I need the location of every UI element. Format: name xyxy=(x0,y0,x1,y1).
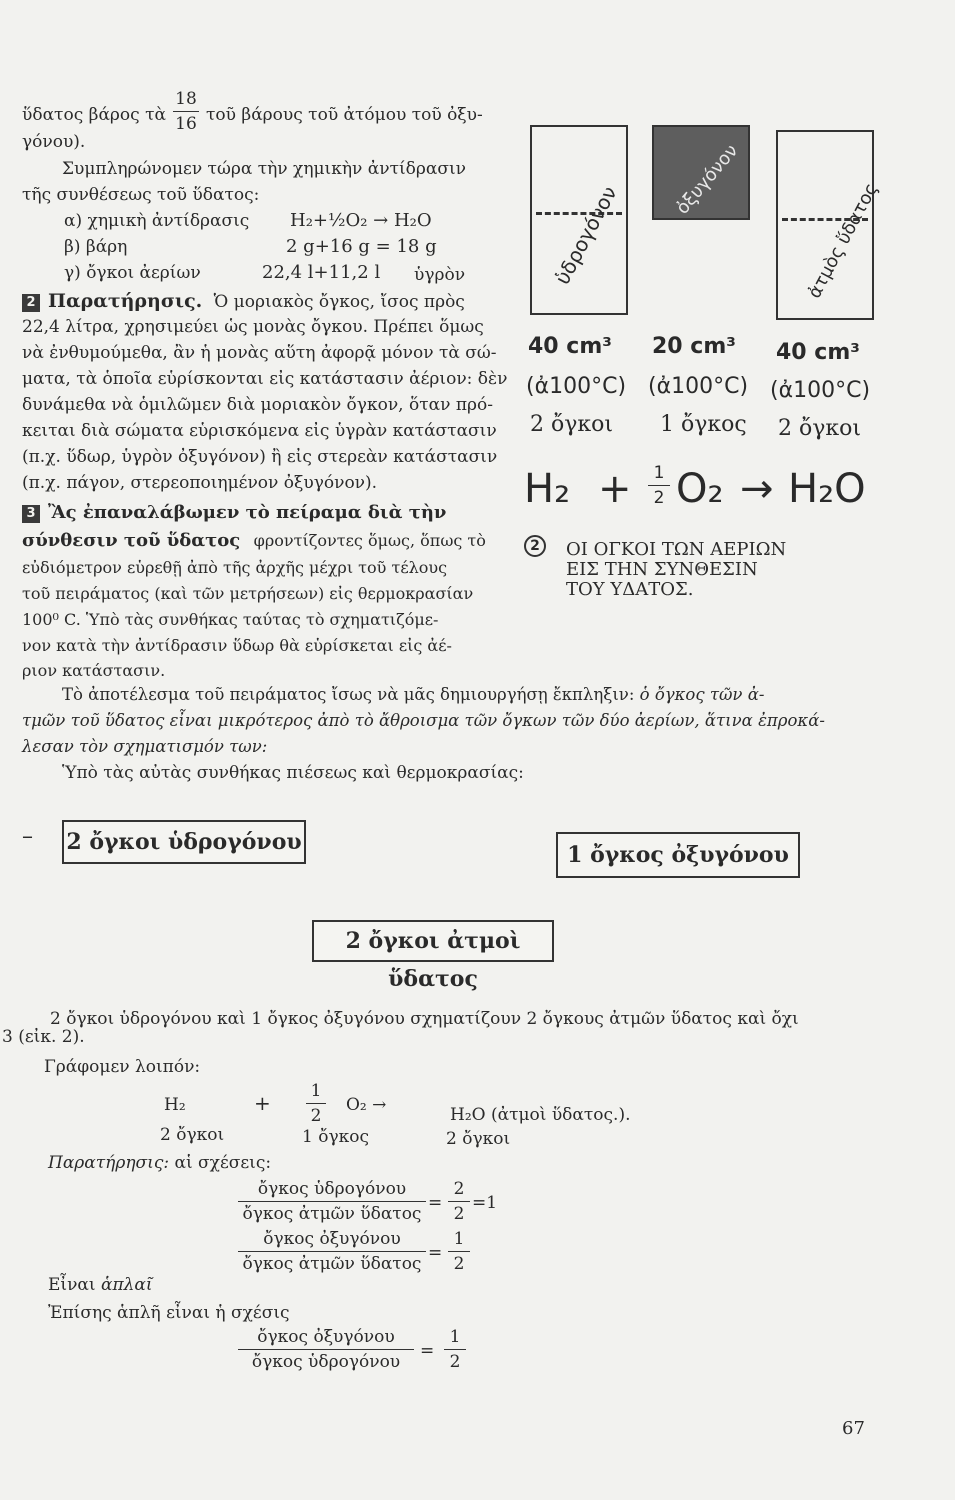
written-count-2: 1 ὄγκος xyxy=(302,1127,369,1147)
hydrogen-label: ὑδρογόνον xyxy=(550,182,622,289)
ratio-2-value xyxy=(448,1228,470,1275)
section-2-text: Ὁ μοριακὸς ὄγκος, ἴσος πρὸς xyxy=(213,292,465,312)
section-3-heading: Ἂς ἐπαναλάβωμεν τὸ πείραμα διὰ τὴν xyxy=(48,502,447,523)
simple-line xyxy=(48,1274,153,1296)
fraction-denominator: 2 xyxy=(453,1254,465,1274)
text-line: γόνου). xyxy=(22,132,86,152)
written-count-3: 2 ὄγκοι xyxy=(446,1129,511,1149)
fraction-bar xyxy=(238,1251,426,1252)
fraction-denominator: 2 xyxy=(653,488,665,508)
page-number: 67 xyxy=(842,1418,865,1439)
fraction-bar xyxy=(238,1349,414,1350)
ratio-denominator: ὄγκος ἀτμῶν ὕδατος xyxy=(242,1204,422,1224)
count-3: 2 ὄγκοι xyxy=(778,416,862,441)
ratio-denominator: ὄγκος ὑδρογόνου xyxy=(251,1352,401,1372)
fraction-bar xyxy=(444,1349,466,1350)
text-line: τοῦ βάρους τοῦ ἀτόμου τοῦ ὀξυ- xyxy=(206,105,483,125)
fraction-numerator: 18 xyxy=(175,89,197,109)
section-number-3: 3 xyxy=(22,505,40,523)
text-line: (π.χ. πάγον, στερεοποιημένον ὀξυγόνον). xyxy=(22,473,378,493)
text-span: Εἶναι xyxy=(48,1275,96,1295)
equation-o2: O₂ xyxy=(676,466,724,512)
text-line: εὐδιόμετρον εὑρεθῇ ἀπὸ τῆς ἀρχῆς μέχρι τοῦ τέλους xyxy=(22,558,448,577)
text-line: τοῦ πειράματος (καὶ τῶν μετρήσεων) εἰς θερμοκρασίαν xyxy=(22,584,474,603)
ratio-denominator: ὄγκος ἀτμῶν ὕδατος xyxy=(242,1254,422,1274)
ratio-2 xyxy=(238,1228,426,1275)
fraction-denominator: 2 xyxy=(453,1204,465,1224)
body-line-3: λεσαν τὸν σχηματισμόν των: xyxy=(22,737,268,756)
volume-equation: 22,4 l+11,2 l xyxy=(262,262,381,283)
fraction-bar xyxy=(173,111,199,112)
equals-sign: = xyxy=(420,1341,435,1361)
written-h2: H₂ xyxy=(164,1095,186,1115)
body-line-2: τμῶν τοῦ ὕδατος εἶναι μικρότερος ἀπὸ τὸ ἄθροισμα τῶν ὄγκων τῶν δύο ἀερίων, ἅτινα ἐπροκά- xyxy=(22,711,825,730)
text-line: κειται διὰ σώματα εὑρισκόμενα εἰς ὑγρὰν κατάστασιν xyxy=(22,421,497,441)
body-line-4: Ὑπὸ τὰς αὐτὰς συνθήκας πιέσεως καὶ θερμοκρασίας: xyxy=(62,763,524,783)
equals-sign: = xyxy=(428,1243,443,1263)
section-2-heading: Παρατήρησις. xyxy=(48,290,203,312)
box-hydrogen: 2 ὄγκοι ὑδρογόνου xyxy=(62,820,306,864)
ratio-3 xyxy=(238,1326,414,1373)
volume-3: 40 cm³ xyxy=(776,340,860,365)
text-line: ὕδατος βάρος τὰ xyxy=(22,105,166,125)
temp-3: (ἀ100°C) xyxy=(770,378,871,403)
text-span: αἱ σχέσεις: xyxy=(174,1153,272,1173)
fraction-numerator: 2 xyxy=(453,1179,465,1199)
written-plus: + xyxy=(254,1091,271,1115)
equation-half xyxy=(648,462,670,509)
text-line: δυνάμεθα νὰ ὁμιλῶμεν διὰ μοριακὸν ὄγκον, ὅταν πρό- xyxy=(22,395,493,415)
hydrogen-vessel xyxy=(530,125,628,315)
figure-caption-2: ΕΙΣ ΤΗΝ ΣΥΝΘΕΣΙΝ xyxy=(566,559,758,580)
equation-plus: + xyxy=(598,466,632,512)
written-h2o: H₂O (ἀτμοὶ ὕδατος.). xyxy=(450,1105,631,1125)
count-1: 2 ὄγκοι xyxy=(530,412,614,437)
reaction-label: α) χημικὴ ἀντίδρασις xyxy=(64,211,250,231)
equals-one: =1 xyxy=(472,1193,498,1213)
box-water-vapor: 2 ὄγκοι ἀτμοὶ ὕδατος xyxy=(312,920,554,962)
section-2-line xyxy=(22,290,465,313)
oxygen-vessel xyxy=(652,125,750,220)
body-line-1 xyxy=(62,684,764,706)
ratio-numerator: ὄγκος ὀξυγόνου xyxy=(263,1229,401,1249)
text-line: ριον κατάστασιν. xyxy=(22,661,166,680)
equals-sign: = xyxy=(428,1193,443,1213)
water-vapor-label: ἀτμὸς ὕδατος xyxy=(804,179,883,302)
liquid-label: ὑγρὸν xyxy=(414,265,466,285)
section-3-line-2 xyxy=(22,530,486,552)
fraction-bar xyxy=(448,1251,470,1252)
fraction-18-16 xyxy=(173,88,199,135)
body-line-7: Γράφομεν λοιπόν: xyxy=(44,1057,201,1077)
text-line: τῆς συνθέσεως τοῦ ὕδατος: xyxy=(22,185,260,205)
fraction-bar xyxy=(306,1103,326,1104)
equation-arrow: → xyxy=(740,466,774,512)
volume-label: γ) ὄγκοι ἀερίων xyxy=(64,263,201,283)
fraction-numerator: 1 xyxy=(310,1081,322,1101)
written-count-1: 2 ὄγκοι xyxy=(160,1125,225,1145)
ratio-1-value xyxy=(448,1178,470,1225)
text-line: νὰ ἐνθυμούμεθα, ἂν ἡ μονὰς αὕτη ἀφορᾷ μόνον τὰ σώ- xyxy=(22,343,497,363)
observation-line xyxy=(48,1152,271,1174)
fraction-bar xyxy=(648,485,670,486)
section-3-line xyxy=(22,502,446,524)
count-2: 1 ὄγκος xyxy=(660,412,747,437)
ratio-1 xyxy=(238,1178,426,1225)
section-number-2: 2 xyxy=(22,294,40,312)
figure-caption-1: ΟΙ ΟΓΚΟΙ ΤΩΝ ΑΕΡΙΩΝ xyxy=(566,539,787,560)
mass-equation: 2 g+16 g = 18 g xyxy=(286,236,437,257)
italic-span: ἁπλαῖ xyxy=(100,1275,153,1295)
ratio-numerator: ὄγκος ὑδρογόνου xyxy=(257,1179,407,1199)
body-line-6: 3 (εἰκ. 2). xyxy=(2,1027,85,1047)
volume-2: 20 cm³ xyxy=(652,334,736,359)
fraction-numerator: 1 xyxy=(453,1229,465,1249)
written-half xyxy=(306,1080,326,1127)
text-line: 22,4 λίτρα, χρησιμεύει ὡς μονὰς ὄγκου. Πρέπει ὅμως xyxy=(22,317,484,337)
text-line: ματα, τὰ ὁποῖα εὑρίσκονται εἰς κατάστασιν ἀέριον: δὲν xyxy=(22,369,508,389)
text-span: Τὸ ἀποτέλεσμα τοῦ πειράματος ἴσως νὰ μᾶς δημιουργήσῃ ἔκπληξιν: xyxy=(62,685,635,704)
also-line: Ἐπίσης ἁπλῆ εἶναι ἡ σχέσις xyxy=(48,1303,290,1323)
volume-1: 40 cm³ xyxy=(528,334,612,359)
section-3-heading-2: σύνθεσιν τοῦ ὕδατος xyxy=(22,530,241,551)
equation-h2: H₂ xyxy=(524,466,571,512)
fraction-denominator: 2 xyxy=(449,1352,461,1372)
ratio-numerator: ὄγκος ὀξυγόνου xyxy=(257,1327,395,1347)
temp-2: (ἀ100°C) xyxy=(648,374,749,399)
ratio-3-value xyxy=(444,1326,466,1373)
figure-number: 2 xyxy=(524,535,546,557)
fraction-bar xyxy=(238,1201,426,1202)
oxygen-label: ὀξυγόνον xyxy=(672,140,743,219)
italic-span: ὁ ὄγκος τῶν ἀ- xyxy=(639,685,765,704)
text-line: φροντίζοντες ὅμως, ὅπως τὸ xyxy=(253,531,486,550)
body-line-5: 2 ὄγκοι ὑδρογόνου καὶ 1 ὄγκος ὀξυγόνου σχηματίζουν 2 ὄγκους ἀτμῶν ὕδατος καὶ ὄχι xyxy=(50,1009,799,1029)
text-line: νον κατὰ τὴν ἀντίδρασιν ὕδωρ θὰ εὑρίσκεται εἰς ἀέ- xyxy=(22,636,452,655)
text-line: 100⁰ C. Ὑπὸ τὰς συνθήκας ταύτας τὸ σχηματιζόμε- xyxy=(22,610,439,629)
fraction-numerator: 1 xyxy=(653,463,665,483)
reaction-equation: H₂+½O₂ → H₂O xyxy=(290,210,432,231)
water-vapor-vessel xyxy=(776,130,883,320)
text-line: (π.χ. ὕδωρ, ὑγρὸν ὀξυγόνον) ἢ εἰς στερεὰν κατάστασιν xyxy=(22,447,498,467)
figure-caption-3: ΤΟΥ ΥΔΑΤΟΣ. xyxy=(566,579,694,600)
temp-1: (ἀ100°C) xyxy=(526,374,627,399)
dash-mark: – xyxy=(22,824,33,849)
written-o2: O₂ → xyxy=(346,1095,387,1115)
equation-h2o: H₂O xyxy=(788,466,866,512)
italic-span: Παρατήρησις: xyxy=(48,1153,170,1173)
fraction-numerator: 1 xyxy=(449,1327,461,1347)
fraction-bar xyxy=(448,1201,470,1202)
fraction-denominator: 2 xyxy=(310,1106,322,1126)
text-line: Συμπληρώνομεν τώρα τὴν χημικὴν ἀντίδρασιν xyxy=(62,159,466,179)
fraction-denominator: 16 xyxy=(175,114,197,134)
mass-label: β) βάρη xyxy=(64,237,128,257)
box-oxygen: 1 ὄγκος ὀξυγόνου xyxy=(556,832,800,878)
